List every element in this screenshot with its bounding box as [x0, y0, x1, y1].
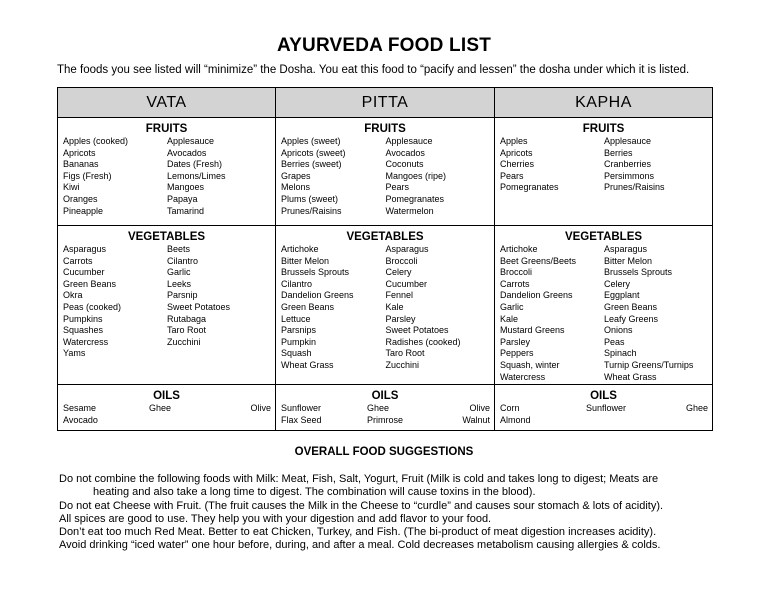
- fruit-columns: [495, 136, 712, 194]
- fruit-item: Apricots: [63, 147, 96, 158]
- oil-item: Olive: [250, 403, 271, 413]
- suggestion-text: Do not combine the following foods with Milk: Meat, Fish, Salt, Yogurt, Fruit (Milk is cold and takes long to digest; Meats are: [59, 473, 659, 485]
- fruit-item: Papaya: [167, 193, 198, 204]
- oil-row: [276, 403, 494, 415]
- vegetable-item: Artichoke: [500, 244, 538, 254]
- fruit-columns: [58, 136, 275, 217]
- oils-heading: OILS: [153, 390, 180, 402]
- fruit-item: Berries: [604, 147, 633, 158]
- vegetable-item: Brussels Sprouts: [281, 267, 350, 278]
- vegetable-item: Celery: [385, 267, 412, 278]
- pitta-fruits-cell: [276, 118, 495, 226]
- fruit-item: Tamarind: [167, 205, 205, 216]
- vegetable-heading: VEGETABLES: [564, 231, 643, 243]
- vegetable-item: Parsnips: [281, 325, 317, 336]
- vegetable-item: Carrots: [500, 278, 530, 289]
- fruit-item: Avocados: [167, 147, 207, 158]
- fruit-item: Bananas: [63, 159, 99, 170]
- vegetable-item: Pumpkins: [63, 313, 103, 324]
- fruit-item: Melons: [281, 182, 311, 193]
- suggestion-item: [59, 500, 719, 513]
- oil-row: [495, 403, 712, 415]
- fruit-item: Pomegranates: [500, 182, 559, 193]
- oil-item: [652, 415, 708, 427]
- vegetable-item: Watercress: [500, 371, 546, 382]
- vegetable-item: Squash: [281, 348, 312, 359]
- vegetable-item: Cucumber: [385, 278, 428, 289]
- vegetable-item: Green Beans: [281, 301, 335, 312]
- vegetable-item: Asparagus: [604, 244, 648, 254]
- oil-item: [215, 415, 271, 427]
- suggestion-continuation: heating and also take a long time to digest. The combination will cause toxins in the blood).: [93, 486, 536, 499]
- vegetable-column: [500, 244, 604, 383]
- fruit-item: Applesauce: [385, 136, 433, 146]
- vegetable-item: Cilantro: [281, 278, 313, 289]
- page-title: AYURVEDA FOOD LIST: [276, 35, 492, 56]
- dosha-header-row: [58, 88, 713, 118]
- fruit-item: Oranges: [63, 193, 98, 204]
- fruit-item: Cranberries: [604, 159, 652, 170]
- vegetable-item: Broccoli: [500, 267, 533, 278]
- oil-item: [586, 415, 652, 427]
- suggestions-list: [59, 473, 719, 553]
- oils-row: [58, 385, 713, 431]
- vegetable-item: Sweet Potatoes: [167, 301, 231, 312]
- fruit-item: Cherries: [500, 159, 535, 170]
- vegetable-item: Spinach: [604, 348, 637, 359]
- oil-row: [58, 415, 275, 427]
- vegetables-row: [58, 226, 713, 385]
- oil-item: Avocado: [63, 414, 98, 425]
- dosha-header-kapha: KAPHA: [495, 88, 713, 118]
- oil-item: Olive: [469, 403, 490, 413]
- oil-item: Corn: [500, 403, 520, 413]
- fruit-heading: FRUITS: [582, 123, 625, 135]
- vegetable-item: Zucchini: [385, 359, 420, 370]
- fruit-columns: [276, 136, 494, 217]
- oil-row: [495, 415, 712, 427]
- kapha-oils-cell: [495, 385, 713, 431]
- kapha-fruits-cell: [495, 118, 713, 226]
- vegetable-columns: [276, 244, 494, 372]
- vata-vegetables-cell: [58, 226, 276, 385]
- vegetable-item: Parsley: [500, 336, 531, 347]
- vegetable-item: Leeks: [167, 278, 192, 289]
- vegetable-item: Green Beans: [63, 278, 117, 289]
- fruit-column: [500, 136, 604, 194]
- suggestion-item: [59, 513, 719, 526]
- vegetable-item: Parsnip: [167, 290, 198, 301]
- vegetable-item: Asparagus: [63, 244, 107, 254]
- vegetable-item: Peas: [604, 336, 625, 347]
- fruit-item: Plums (sweet): [281, 193, 339, 204]
- vegetable-columns: [495, 244, 712, 383]
- vegetable-item: Leafy Greens: [604, 313, 659, 324]
- vata-oils-cell: [58, 385, 276, 431]
- fruit-column: [281, 136, 386, 217]
- fruit-item: Coconuts: [385, 159, 424, 170]
- vegetable-item: Carrots: [63, 255, 93, 266]
- vegetable-item: Garlic: [500, 301, 524, 312]
- vegetable-item: Cucumber: [63, 267, 105, 278]
- fruit-heading: FRUITS: [145, 123, 188, 135]
- oil-item: Walnut: [462, 414, 490, 425]
- oil-item: Ghee: [685, 403, 708, 413]
- suggestion-text: Don’t eat too much Red Meat. Better to eat Chicken, Turkey, and Fish. (The bi-product of meat digestion increases acidity).: [59, 526, 657, 539]
- vegetable-item: Broccoli: [385, 255, 418, 266]
- kapha-vegetables-cell: [495, 226, 713, 385]
- pitta-vegetables-cell: [276, 226, 495, 385]
- vegetable-item: Turnip Greens/Turnips: [604, 359, 694, 370]
- fruit-item: Berries (sweet): [281, 159, 342, 170]
- vegetable-item: Green Beans: [604, 301, 658, 312]
- food-table: [57, 87, 713, 431]
- vegetable-item: Squashes: [63, 325, 104, 336]
- fruit-item: Pears: [500, 170, 524, 181]
- vegetable-item: Sweet Potatoes: [385, 325, 449, 336]
- fruit-column: [604, 136, 708, 194]
- oil-item: Almond: [500, 414, 531, 425]
- vegetable-item: Taro Root: [167, 325, 207, 336]
- oil-item: Flax Seed: [281, 414, 322, 425]
- oil-item: Primrose: [367, 414, 404, 425]
- vegetable-heading: VEGETABLES: [127, 231, 206, 243]
- vegetable-column: [167, 244, 271, 360]
- vegetable-item: Bitter Melon: [281, 255, 330, 266]
- vegetable-item: Asparagus: [385, 244, 429, 254]
- vegetable-item: Cilantro: [167, 255, 199, 266]
- fruit-item: Applesauce: [167, 136, 215, 146]
- vegetable-item: Wheat Grass: [281, 359, 334, 370]
- vegetable-item: Beets: [167, 244, 191, 254]
- vegetable-item: Peppers: [500, 348, 534, 359]
- vegetable-item: Beet Greens/Beets: [500, 255, 577, 266]
- oils-heading: OILS: [371, 390, 399, 402]
- fruit-column: [63, 136, 167, 217]
- vegetable-item: Pumpkin: [281, 336, 317, 347]
- oils-heading: OILS: [590, 390, 617, 402]
- fruit-item: Apricots (sweet): [281, 147, 346, 158]
- fruit-item: Prunes/Raisins: [604, 182, 665, 193]
- vegetable-item: Kale: [385, 301, 404, 312]
- vegetable-column: [281, 244, 386, 372]
- fruit-item: Grapes: [281, 170, 311, 181]
- oil-item: Ghee: [367, 403, 390, 413]
- vegetable-item: Brussels Sprouts: [604, 267, 673, 278]
- vegetable-item: Artichoke: [281, 244, 319, 254]
- vegetable-item: Kale: [500, 313, 519, 324]
- vata-fruits-cell: [58, 118, 276, 226]
- dosha-header-vata: VATA: [58, 88, 276, 118]
- vegetable-item: Dandelion Greens: [281, 290, 354, 301]
- vegetable-column: [604, 244, 708, 383]
- oil-item: Ghee: [149, 403, 172, 413]
- vegetable-column: [63, 244, 167, 360]
- fruit-item: Apples: [500, 136, 528, 146]
- oil-item: [149, 415, 215, 427]
- fruit-item: Prunes/Raisins: [281, 205, 342, 216]
- vegetable-item: Fennel: [385, 290, 414, 301]
- fruit-item: Figs (Fresh): [63, 170, 112, 181]
- vegetable-columns: [58, 244, 275, 360]
- fruit-item: Lemons/Limes: [167, 170, 226, 181]
- vegetable-item: Okra: [63, 290, 83, 301]
- vegetable-item: Squash, winter: [500, 359, 560, 370]
- fruit-column: [386, 136, 491, 217]
- vegetable-item: Celery: [604, 278, 631, 289]
- oil-item: Sunflower: [281, 403, 322, 413]
- intro-text: The foods you see listed will “minimize” the Dosha. You eat this food to “pacify and lessen” the dosha under which it is listed.: [57, 64, 690, 76]
- fruit-item: Kiwi: [63, 182, 80, 193]
- suggestions-title: OVERALL FOOD SUGGESTIONS: [294, 446, 474, 458]
- vegetable-item: Dandelion Greens: [500, 290, 573, 301]
- oil-row: [276, 415, 494, 427]
- oil-item: Sunflower: [586, 403, 627, 413]
- fruit-item: Pineapple: [63, 205, 104, 216]
- fruit-item: Apricots: [500, 147, 533, 158]
- vegetable-item: Wheat Grass: [604, 371, 657, 382]
- vegetable-item: Peas (cooked): [63, 301, 122, 312]
- vegetable-item: Rutabaga: [167, 313, 207, 324]
- vegetable-item: Onions: [604, 325, 633, 336]
- suggestion-item: [59, 539, 719, 552]
- fruit-item: Apples (cooked): [63, 136, 129, 146]
- vegetable-item: Bitter Melon: [604, 255, 653, 266]
- vegetable-item: Zucchini: [167, 336, 201, 347]
- vegetable-heading: VEGETABLES: [346, 231, 424, 243]
- vegetable-column: [386, 244, 491, 372]
- suggestion-text: All spices are good to use. They help you with your digestion and add flavor to your food.: [59, 512, 492, 525]
- vegetable-item: Eggplant: [604, 290, 640, 301]
- vegetable-item: Radishes (cooked): [385, 336, 461, 347]
- fruit-item: Pomegranates: [385, 193, 445, 204]
- fruit-item: Persimmons: [604, 170, 655, 181]
- vegetable-item: Garlic: [167, 267, 191, 278]
- vegetable-item: Taro Root: [385, 348, 425, 359]
- fruit-item: Mangoes (ripe): [385, 170, 447, 181]
- suggestion-item: [59, 526, 719, 539]
- fruit-item: Watermelon: [385, 205, 434, 216]
- fruit-item: Apples (sweet): [281, 136, 341, 146]
- fruit-heading: FRUITS: [364, 123, 406, 135]
- fruit-item: Pears: [385, 182, 410, 193]
- fruit-column: [167, 136, 271, 217]
- dosha-header-pitta: PITTA: [276, 88, 495, 118]
- vegetable-item: Watercress: [63, 336, 109, 347]
- suggestion-item: [59, 473, 719, 500]
- fruit-item: Avocados: [385, 147, 425, 158]
- fruit-item: Applesauce: [604, 136, 652, 146]
- vegetable-item: Yams: [63, 348, 86, 359]
- oil-row: [58, 403, 275, 415]
- suggestion-text: Avoid drinking “iced water” one hour before, during, and after a meal. Cold decreases metabolism causing allergies & colds.: [59, 539, 661, 552]
- fruits-row: [58, 118, 713, 226]
- vegetable-item: Lettuce: [281, 313, 311, 324]
- oil-item: Sesame: [63, 403, 97, 413]
- vegetable-item: Mustard Greens: [500, 325, 565, 336]
- pitta-oils-cell: [276, 385, 495, 431]
- suggestion-text: Do not eat Cheese with Fruit. (The fruit causes the Milk in the Cheese to “curdle” and causes sour stomach & lots of acidity).: [59, 499, 664, 512]
- fruit-item: Mangoes: [167, 182, 205, 193]
- vegetable-item: Parsley: [385, 313, 416, 324]
- fruit-item: Dates (Fresh): [167, 159, 223, 170]
